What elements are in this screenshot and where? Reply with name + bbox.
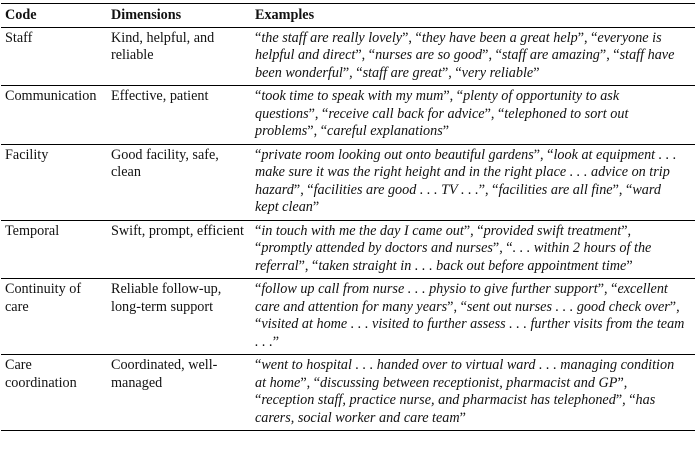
header-examples: Examples [255,7,315,23]
example-quote: everyone is helpful and direct [255,29,662,63]
quote-open-mark: “ [310,374,321,391]
codes-table [1,3,695,431]
quote-close-mark: ”, [300,374,311,391]
quote-close-mark: ”, [615,392,626,408]
quote-open-mark: “ [609,47,620,63]
quote-open-mark: “ [255,357,262,373]
quote-close-mark: ”, [342,64,353,81]
quote-open-mark: “ [255,316,262,332]
example-quote: facilities are all fine [498,181,613,198]
quote-open-mark: “ [255,88,262,104]
examples-cell [251,27,695,86]
example-quote: in touch with me the day I came out [261,222,464,239]
examples-cell [251,279,695,355]
quote-close-mark: ”, [492,240,503,256]
example-quote: receive call back for advice [328,105,485,122]
dimensions-cell: Coordinated, well-managed [111,357,218,391]
quote-close-mark: ”, [443,88,454,104]
example-quote: facilities are good . . . TV . . . [313,181,479,198]
example-quote: went to hospital . . . handed over to virtual ward . . . managing condition at home [255,357,675,391]
header-dimensions: Dimensions [111,7,182,23]
code-cell: Continuity of care [5,281,82,315]
quote-close-mark: ”, [447,298,458,315]
quote-open-mark: “ [255,392,262,408]
quote-open-mark: “ [492,47,502,63]
quote-close-mark: ”, [307,123,318,139]
example-quote: the staff are really lovely [261,29,403,46]
quote-close-mark: ”, [298,257,309,274]
code-cell: Facility [5,146,49,163]
quote-open-mark: “ [625,392,636,408]
quote-open-mark: “ [502,240,513,256]
quote-close-mark: ”, [597,281,608,297]
quote-close-mark: ”, [478,181,489,198]
example-quote: discussing between receptionist, pharmacist and GP [320,374,618,391]
quote-close-mark: ”, [463,222,474,239]
code-cell: Care coordination [5,357,77,391]
quote-open-mark: “ [352,64,363,81]
examples-cell [251,355,695,431]
example-quote: very reliable [461,64,534,81]
quote-open-mark: “ [451,64,462,81]
quote-open-mark: “ [255,222,262,239]
quote-close-mark: ”, [441,64,452,81]
example-quote: sent out nurses . . . good check over [466,298,670,315]
example-quote: nurses are so good [375,47,483,63]
example-quote: plenty of opportunity to ask questions [255,88,620,122]
example-quote: telephoned to sort out problems [255,105,629,139]
quote-close-mark: ”, [612,181,623,198]
code-cell: Temporal [5,222,60,239]
quote-open-mark: “ [255,146,262,163]
quote-close-mark: ” [459,409,466,426]
example-quote: reception staff, practice nurse, and pharmacist has telephoned [261,392,616,408]
table-row [1,279,695,355]
quote-close-mark: ”, [355,47,366,63]
quote-open-mark: “ [607,281,618,297]
example-quote: taken straight in . . . back out before appointment time [318,257,627,274]
example-quote: private room looking out onto beautiful gardens [261,146,534,163]
quote-close-mark: ”, [533,146,544,163]
quote-open-mark: “ [308,257,319,274]
code-cell: Staff [5,29,33,46]
quote-close-mark: ” [533,64,540,81]
quote-open-mark: “ [587,29,598,46]
quote-open-mark: “ [494,105,505,122]
quote-open-mark: “ [255,29,262,46]
dimensions-cell: Good facility, safe, clean [111,146,219,180]
quote-open-mark: “ [255,240,262,256]
code-cell: Communication [5,88,97,104]
example-quote: . . . within 2 hours of the referral [255,240,652,274]
quote-close-mark: ” [312,199,320,215]
dimensions-cell: Reliable follow-up, long-term support [111,281,222,315]
quote-close-mark: ”, [621,222,632,239]
example-quote: provided swift treatment [483,222,622,239]
example-quote: careful explanations [327,123,443,139]
examples-cell [251,144,695,220]
quote-open-mark: “ [255,281,262,297]
quote-open-mark: “ [622,181,633,198]
quote-close-mark: ”, [617,374,628,391]
quote-close-mark: ”, [577,29,588,46]
header-row [1,4,695,28]
table-row [1,355,695,431]
example-quote: ward kept clean [255,181,661,215]
quote-open-mark: “ [457,298,467,315]
quote-open-mark: “ [303,181,314,198]
quote-open-mark: “ [473,222,484,239]
example-quote: staff have been wonderful [255,47,675,81]
examples-cell [251,86,695,145]
quote-open-mark: “ [365,47,376,63]
example-quote: visited at home . . . visited to further assess . . . further visits from the team . . . [255,316,685,350]
quote-close-mark: ”, [482,47,493,63]
quote-close-mark: ” [626,257,633,274]
example-quote: staff are amazing [501,47,600,63]
example-quote: they have been a great help [421,29,578,46]
table-row [1,27,695,86]
example-quote: look at equipment . . . make sure it was the right height and in the right place . . . advice on trip hazard [255,146,677,198]
quote-open-mark: “ [488,181,499,198]
dimensions-cell: Kind, helpful, and reliable [111,29,215,63]
quote-open-mark: “ [318,105,329,122]
quote-open-mark: “ [543,146,554,163]
quote-close-mark: ”, [599,47,610,63]
example-quote: follow up call from nurse . . . physio to give further support [261,281,598,297]
quote-close-mark: ” [442,123,450,139]
dimensions-cell: Effective, patient [111,88,209,104]
table-body [1,27,695,431]
table-row [1,220,695,279]
example-quote: has carers, social worker and care team [255,392,656,426]
quote-open-mark: “ [317,123,328,139]
example-quote: staff are great [362,64,442,81]
dimensions-cell: Swift, prompt, efficient [111,222,244,239]
example-quote: promptly attended by doctors and nurses [261,240,493,256]
table-row [1,144,695,220]
quote-close-mark: ”, [484,105,495,122]
example-quote: took time to speak with my mum [261,88,444,104]
quote-close-mark: ”, [402,29,412,46]
quote-open-mark: “ [411,29,422,46]
quote-close-mark: ”, [293,181,304,198]
quote-open-mark: “ [453,88,464,104]
examples-cell [251,220,695,279]
example-quote: excellent care and attention for many years [255,281,668,315]
quote-close-mark: ” [272,333,280,350]
table-header [1,4,695,28]
header-code: Code [5,7,37,23]
quote-close-mark: ”, [669,298,680,315]
table-row [1,86,695,145]
quote-close-mark: ”, [308,105,319,122]
